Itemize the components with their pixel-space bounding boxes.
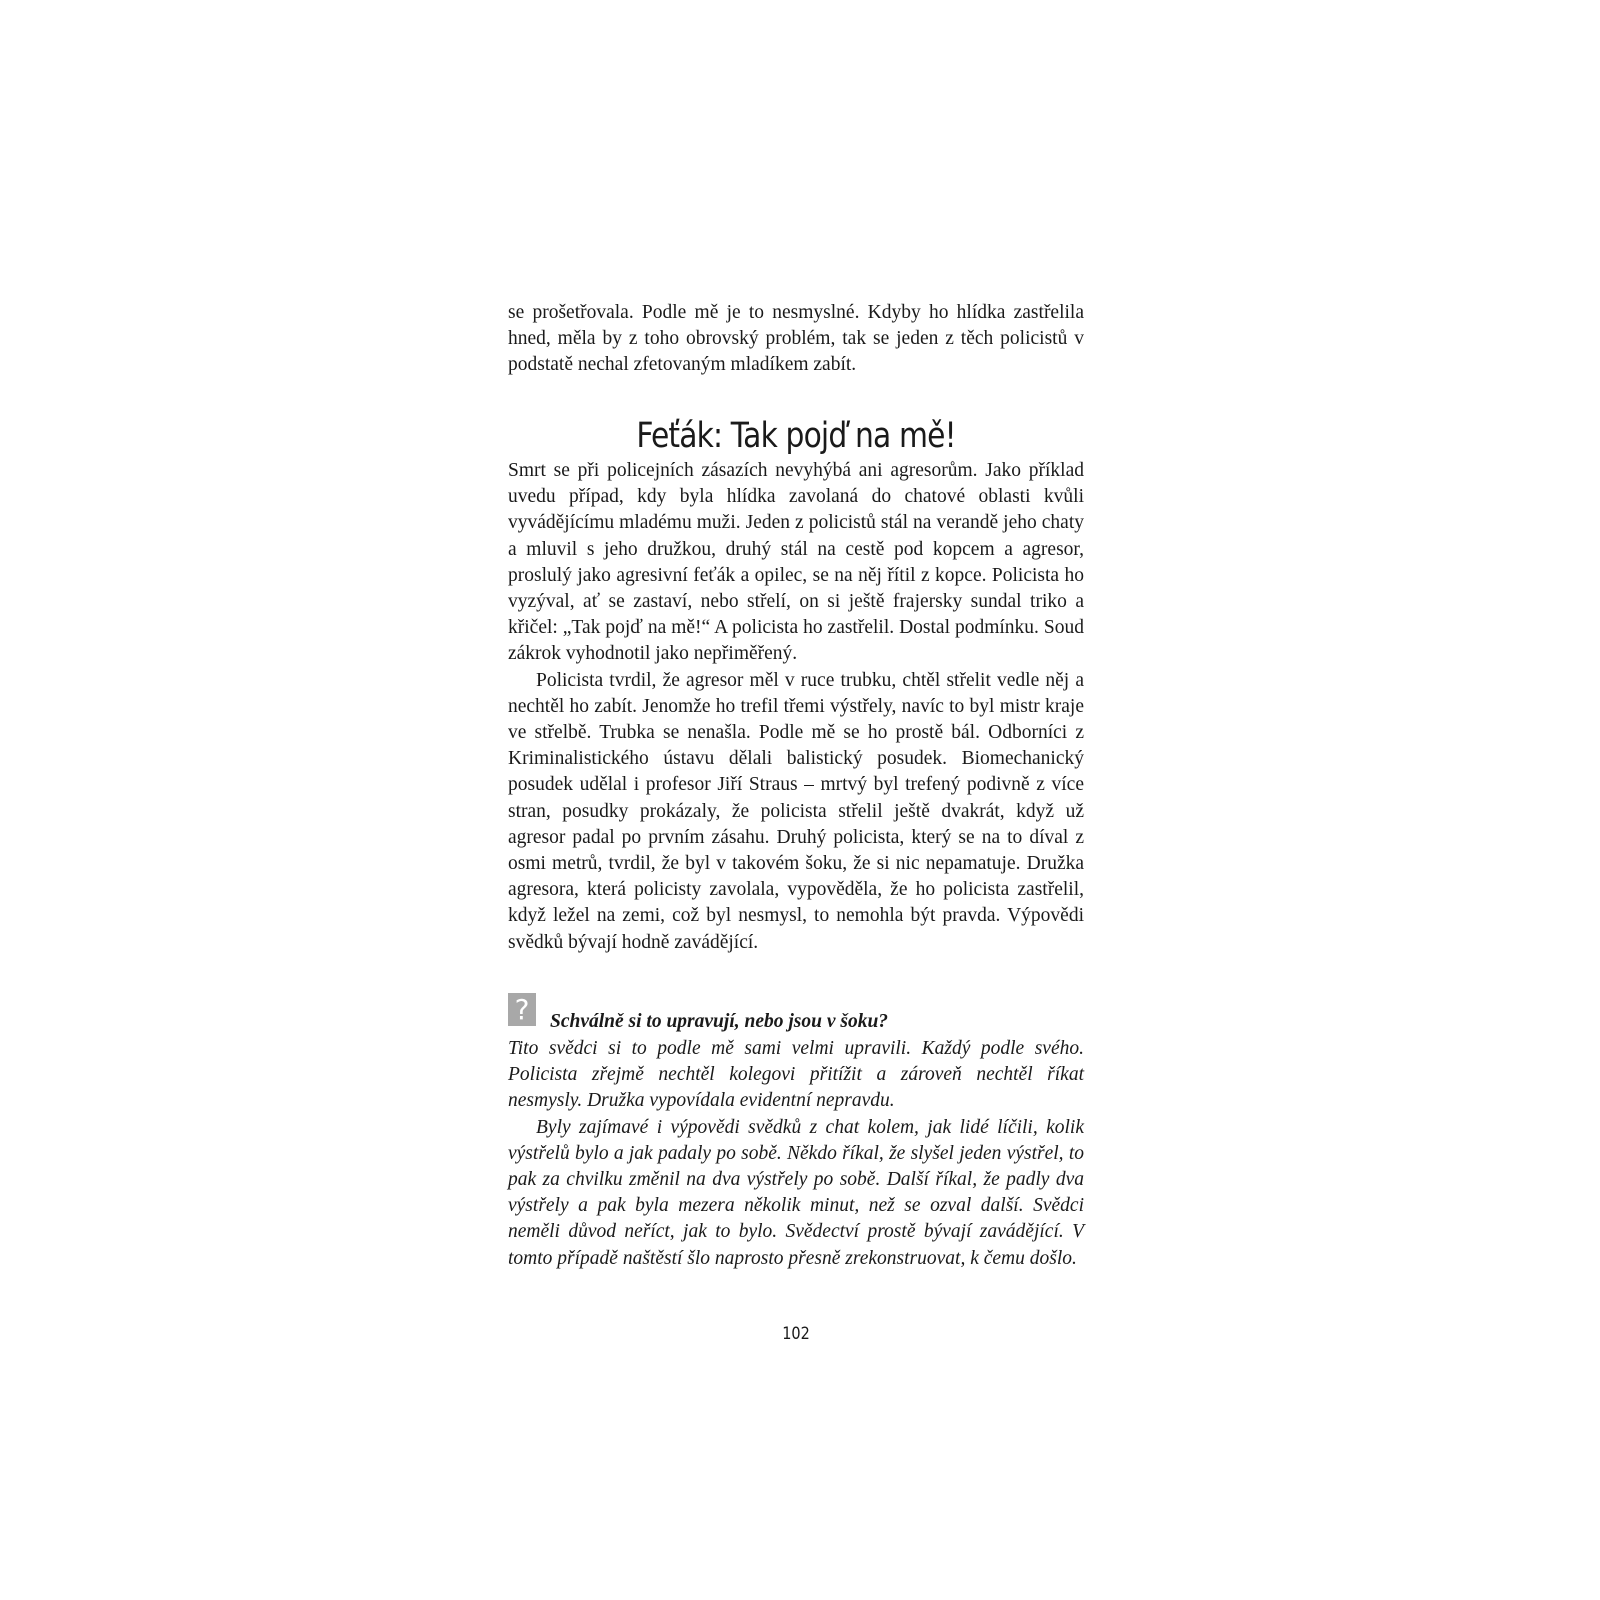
question-text: Schválně si to upravují, nebo jsou v šoku? bbox=[550, 1011, 889, 1032]
answer-text bbox=[508, 1036, 1084, 1272]
intro-paragraph: se prošetřovala. Podle mě je to nesmyslné. Kdyby ho hlídka zastřelila hned, měla by z toho obrovský problém, tak se jeden z těch policistů v podstatě nechal zfetovaným mladíkem zabít. bbox=[508, 302, 1084, 376]
story-text bbox=[508, 458, 1084, 956]
page-number: 102 bbox=[782, 1324, 810, 1344]
intro-text bbox=[508, 300, 1084, 379]
interview-question bbox=[508, 993, 1084, 1033]
answer-paragraph: Byly zajímavé i výpovědi svědků z chat kolem, jak lidé líčili, kolik výstřelů bylo a jak padaly po sobě. Někdo říkal, že slyšel jeden výstřel, to pak za chvilku změnil na dva výstřely po sobě. Další říkal, že padly dva výstřely a pak byla mezera několik minut, než se ozval další. Svědci neměli důvod neříct, jak to bylo. Svědectví prostě bývají zavádějící. V tomto případě naštěstí šlo naprosto přesně zrekonstruovat, k čemu došlo. bbox=[508, 1116, 1084, 1269]
section-heading: Feťák: Tak pojď na mě! bbox=[636, 416, 956, 456]
answer-paragraph: Tito svědci si to podle mě sami velmi upravili. Každý podle svého. Policista zřejmě nechtěl kolegovi přitížit a zároveň nechtěl říkat nesmysly. Družka vypovídala evidentní nepravdu. bbox=[508, 1038, 1084, 1112]
story-paragraph: Smrt se při policejních zásazích nevyhýbá ani agresorům. Jako příklad uvedu případ, kdy byla hlídka zavolaná do chatové oblasti kvůli vyvádějícímu mladému muži. Jeden z policistů stál na verandě jeho chaty a mluvil s jeho družkou, druhý stál na cestě pod kopcem a agresor, proslulý jako agresivní feťák a opilec, se na něj řítil z kopce. Policista ho vyzýval, ať se zastaví, nebo střelí, on si ještě frajersky sundal triko a křičel: „Tak pojď na mě!“ A policista ho zastřelil. Dostal podmínku. Soud zákrok vyhodnotil jako nepřiměřený. bbox=[508, 460, 1084, 665]
story-paragraph: Policista tvrdil, že agresor měl v ruce trubku, chtěl střelit vedle něj a nechtěl ho zabít. Jenomže ho trefil třemi výstřely, navíc to byl mistr kraje ve střelbě. Trubka se nenašla. Podle mě se ho prostě bál. Odborníci z Kriminalistického ústavu dělali balistický posudek. Biomechanický posudek udělal i profesor Jiří Straus – mrtvý byl trefený podivně z více stran, posudky prokázaly, že policista střelil ještě dvakrát, když už agresor padal po prvním zásahu. Druhý policista, který se na to díval z osmi metrů, tvrdil, že byl v takovém šoku, že si nic nepamatuje. Družka agresora, která policisty zavolala, vypověděla, že ho policista zastřelil, když ležel na zemi, což byl nesmysl, to nemohla být pravda. Výpovědi svědků bývají hodně zavádějící. bbox=[508, 669, 1084, 953]
question-mark-icon: ? bbox=[508, 993, 536, 1026]
